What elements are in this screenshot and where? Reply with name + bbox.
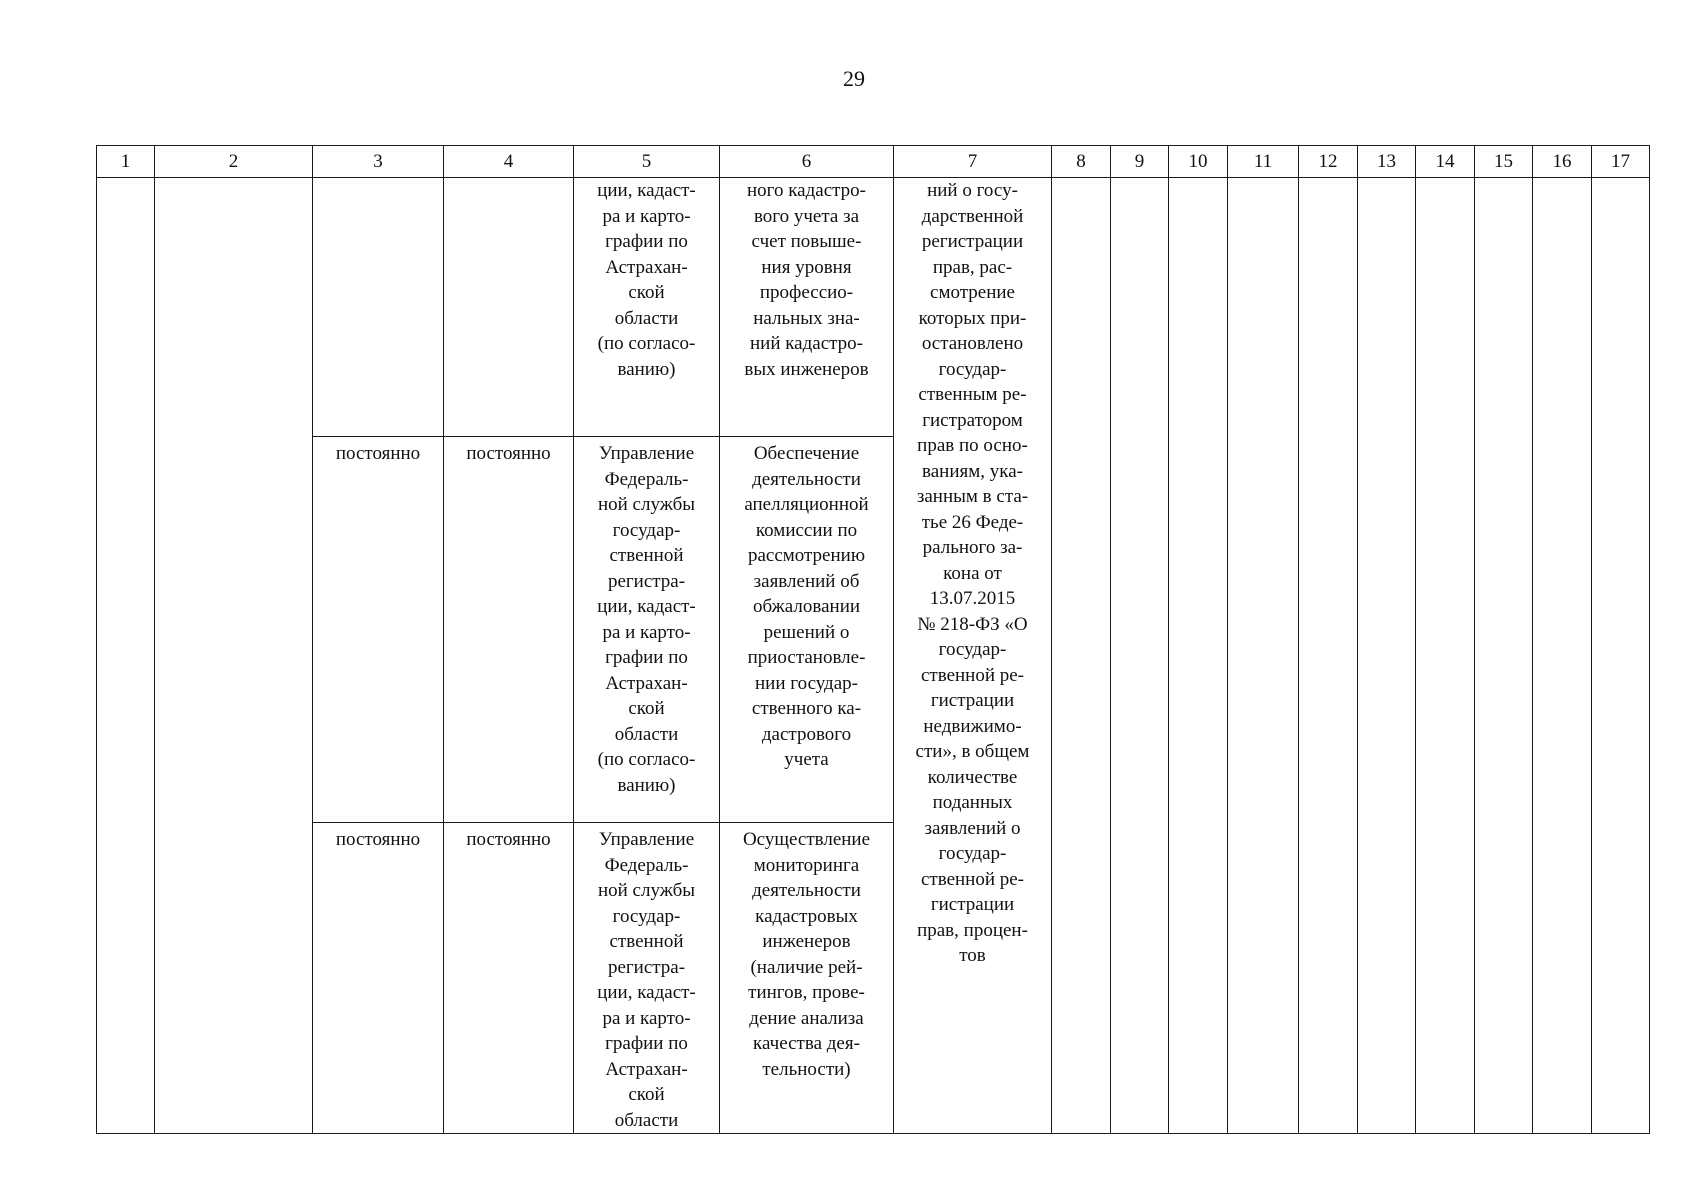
page-number: 29	[843, 66, 865, 91]
column-header: 6	[720, 146, 894, 178]
column-header: 3	[313, 146, 444, 178]
column-header: 15	[1475, 146, 1533, 178]
cell-col-6: Обеспечение деятельности апелляционной комиссии по рассмотрению заявлений об обжаловании решений о приостановле- нии государ- ственного ка- дастрового учета	[720, 437, 894, 823]
cell-col-10	[1169, 178, 1228, 1134]
cell-col-15	[1475, 178, 1533, 1134]
column-header: 14	[1416, 146, 1475, 178]
cell-col-14	[1416, 178, 1475, 1134]
column-header: 11	[1228, 146, 1299, 178]
cell-col-3	[313, 178, 444, 437]
cell-col-6: ного кадастро- вого учета за счет повыше- ния уровня профессио- нальных зна- ний кадастро- вых инженеров	[720, 178, 894, 437]
cell-col-12	[1299, 178, 1358, 1134]
cell-col-5: ции, кадаст- ра и карто- графии по Астрахан- ской области (по согласо- ванию)	[574, 178, 720, 437]
cell-col-16	[1533, 178, 1592, 1134]
column-header: 5	[574, 146, 720, 178]
cell-col-3: постоянно	[313, 823, 444, 1134]
column-header: 17	[1592, 146, 1650, 178]
cell-col-5: Управление Федераль- ной службы государ- ственной регистра- ции, кадаст- ра и карто- графии по Астрахан- ской области	[574, 823, 720, 1134]
cell-col-7: ний о госу- дарственной регистрации прав, рас- смотрение которых при- остановлено государ- ственным ре- гистратором прав по осно- ваниям, ука- занным в ста- тье 26 Феде- рального за- кона от 13.07.2015 № 218-ФЗ «О государ- ственной ре- гистрации недвижимо- сти», в общем количестве поданных заявлений о государ- ственной ре- гистрации прав, процен- тов	[894, 178, 1052, 1134]
column-header: 9	[1111, 146, 1169, 178]
cell-col-11	[1228, 178, 1299, 1134]
column-header: 13	[1358, 146, 1416, 178]
table-row	[97, 178, 1650, 437]
column-header: 10	[1169, 146, 1228, 178]
cell-col-17	[1592, 178, 1650, 1134]
cell-col-4: постоянно	[444, 823, 574, 1134]
cell-col-1	[97, 178, 155, 1134]
cell-col-13	[1358, 178, 1416, 1134]
column-header: 8	[1052, 146, 1111, 178]
cell-col-4	[444, 178, 574, 437]
cell-col-4: постоянно	[444, 437, 574, 823]
document-table	[96, 145, 1650, 1134]
cell-col-3: постоянно	[313, 437, 444, 823]
column-header: 4	[444, 146, 574, 178]
column-header: 12	[1299, 146, 1358, 178]
cell-col-6: Осуществление мониторинга деятельности кадастровых инженеров (наличие рей- тингов, прове- дение анализа качества дея- тельности)	[720, 823, 894, 1134]
column-header: 1	[97, 146, 155, 178]
column-header: 16	[1533, 146, 1592, 178]
column-header: 7	[894, 146, 1052, 178]
header-row	[97, 146, 1650, 178]
cell-col-5: Управление Федераль- ной службы государ- ственной регистра- ции, кадаст- ра и карто- графии по Астрахан- ской области (по согласо- ванию)	[574, 437, 720, 823]
cell-col-9	[1111, 178, 1169, 1134]
cell-col-2	[155, 178, 313, 1134]
column-header: 2	[155, 146, 313, 178]
cell-col-8	[1052, 178, 1111, 1134]
